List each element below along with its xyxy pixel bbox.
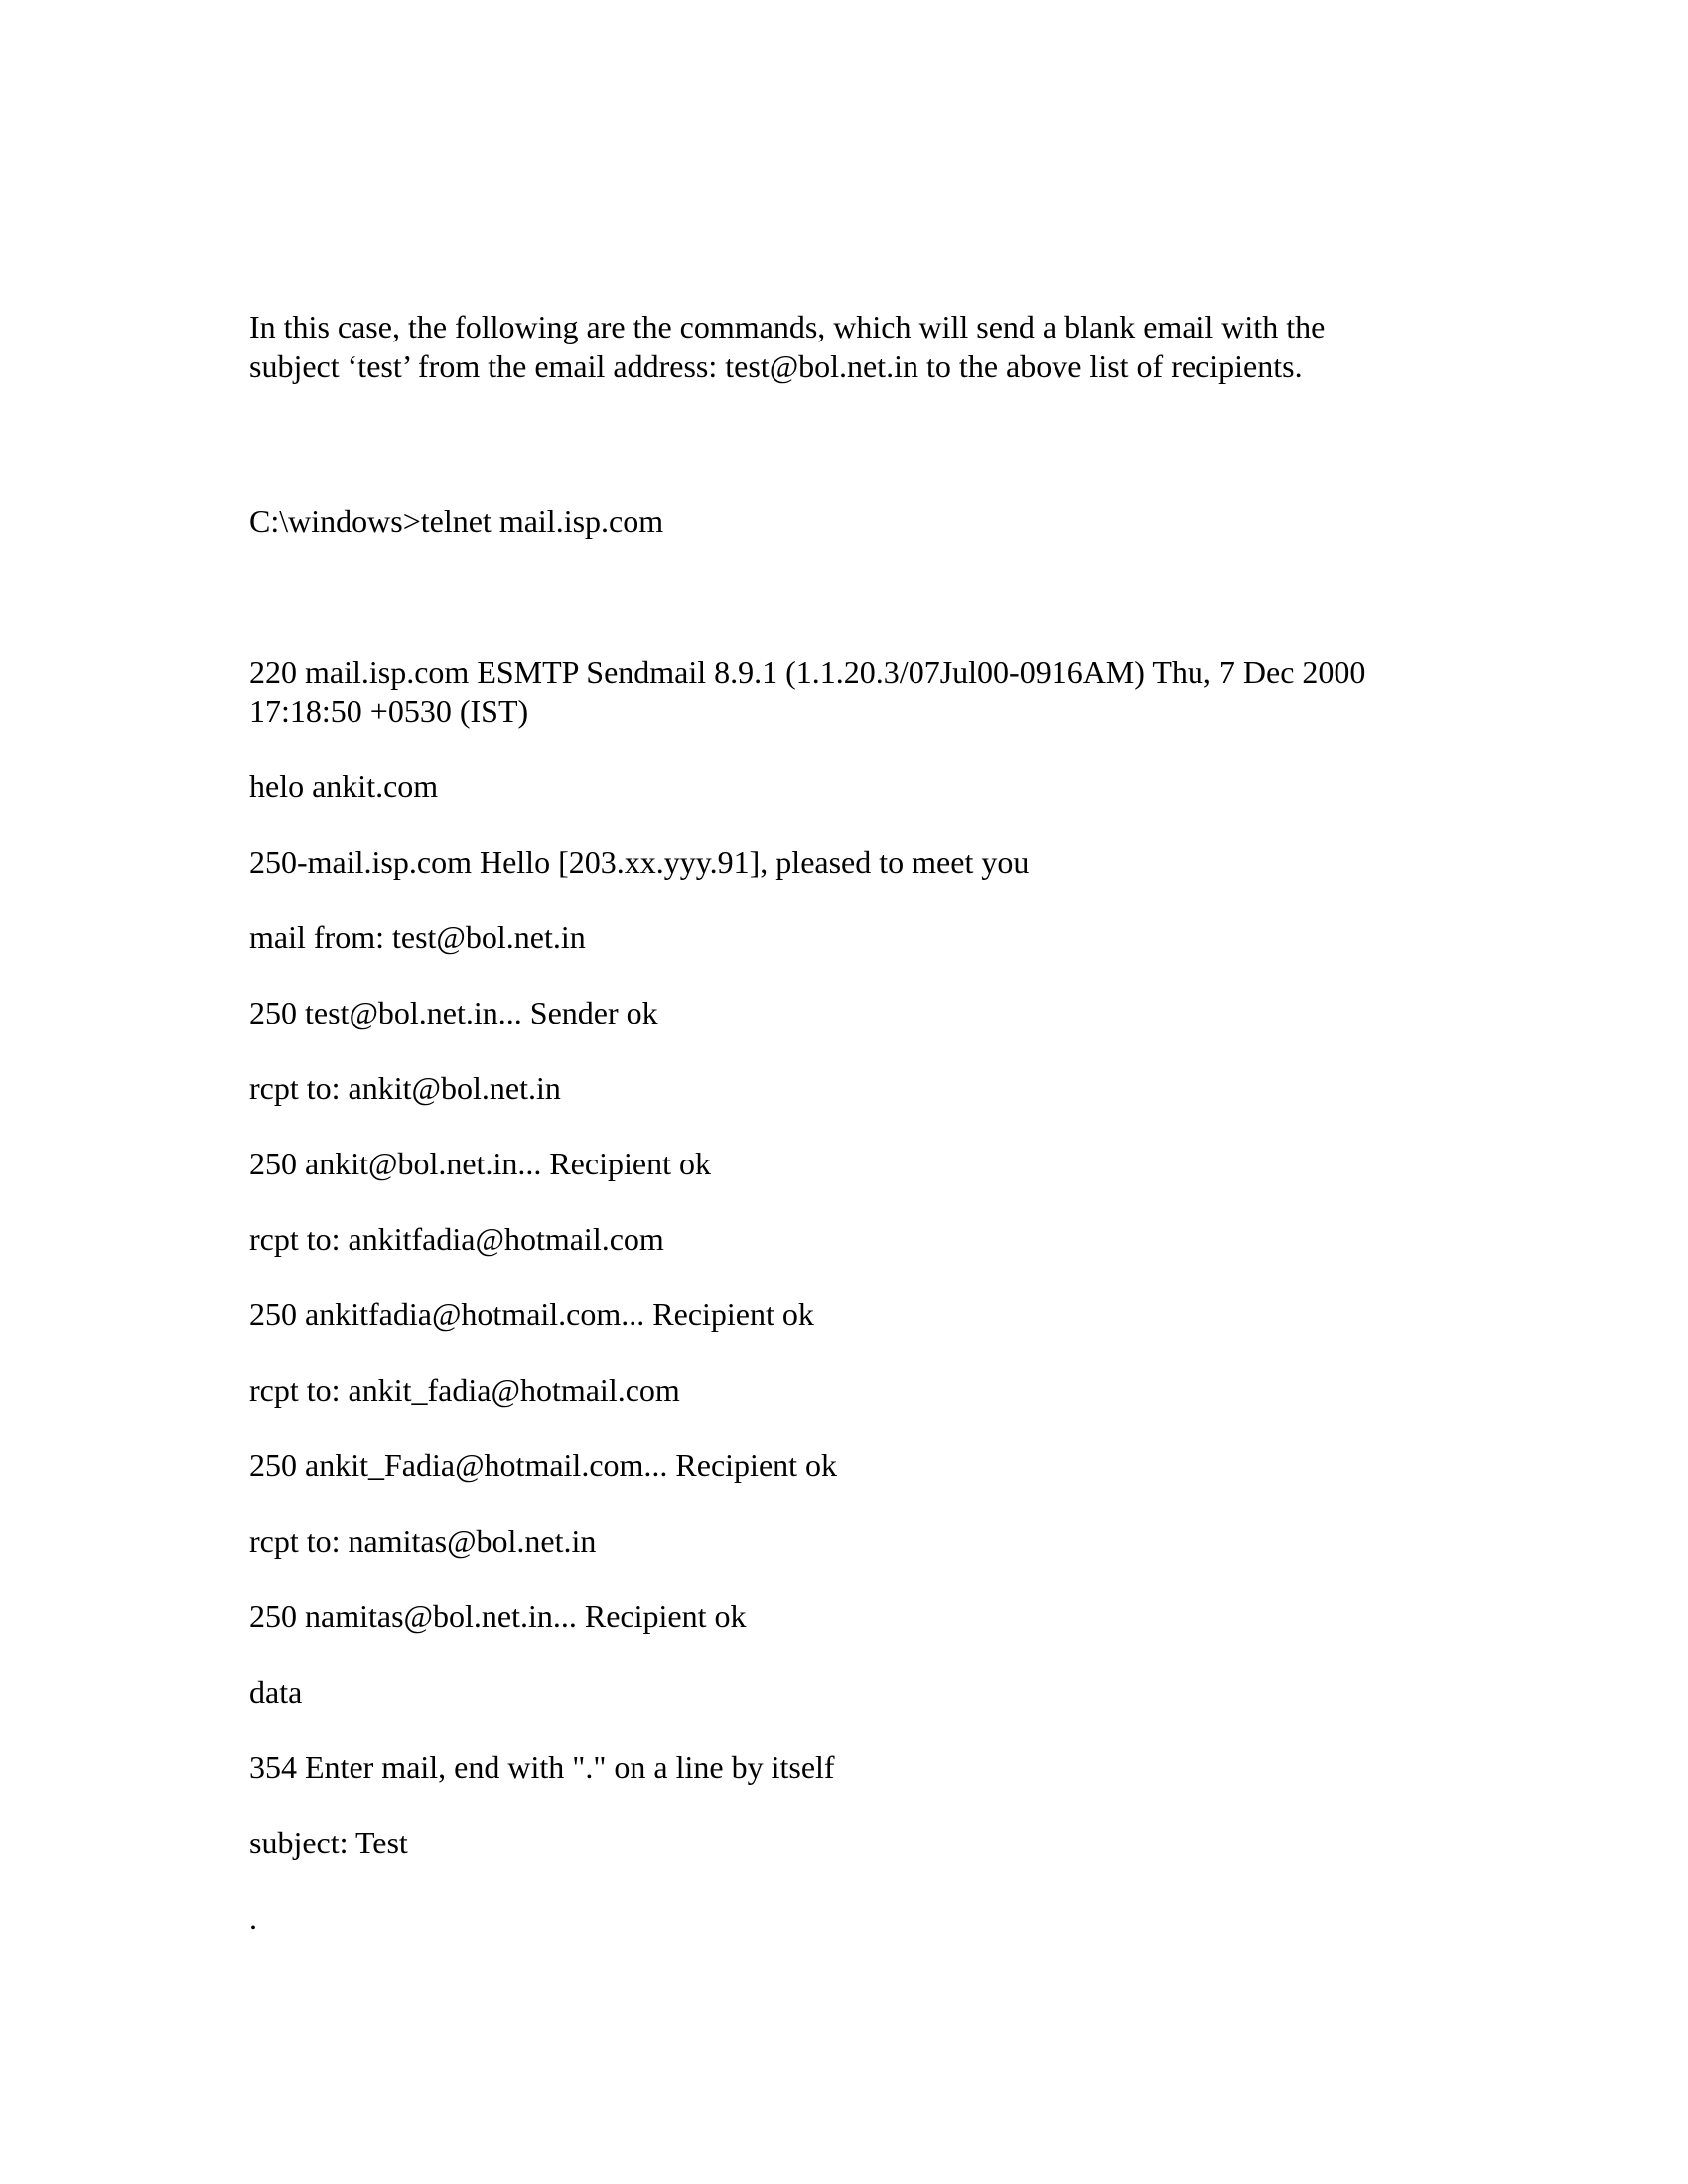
session-line: rcpt to: ankit@bol.net.in — [249, 1070, 561, 1106]
intro-paragraph-line-1: In this case, the following are the commands, which will send a blank email with the — [249, 309, 1326, 344]
session-line: 250 ankit_Fadia@hotmail.com... Recipient ok — [249, 1447, 838, 1483]
session-line: . — [249, 1900, 257, 1936]
session-line: rcpt to: ankitfadia@hotmail.com — [249, 1221, 664, 1257]
telnet-command: C:\windows>telnet mail.isp.com — [249, 503, 664, 539]
intro-paragraph-line-2: subject ‘test’ from the email address: test@bol.net.in to the above list of recipients. — [249, 348, 1303, 384]
session-line: 250 ankit@bol.net.in... Recipient ok — [249, 1146, 711, 1181]
session-line: 250 ankitfadia@hotmail.com... Recipient ok — [249, 1297, 814, 1332]
server-banner-line-2: 17:18:50 +0530 (IST) — [249, 693, 529, 729]
session-line: helo ankit.com — [249, 768, 439, 804]
session-line: 250-mail.isp.com Hello [203.xx.yyy.91], pleased to meet you — [249, 844, 1030, 880]
session-line: mail from: test@bol.net.in — [249, 919, 586, 955]
session-line: 354 Enter mail, end with "." on a line by itself — [249, 1749, 835, 1785]
session-line: subject: Test — [249, 1825, 408, 1860]
server-banner-line-1: 220 mail.isp.com ESMTP Sendmail 8.9.1 (1.1.20.3/07Jul00-0916AM) Thu, 7 Dec 2000 — [249, 654, 1366, 690]
session-line: rcpt to: namitas@bol.net.in — [249, 1523, 597, 1559]
session-line: rcpt to: ankit_fadia@hotmail.com — [249, 1372, 680, 1408]
session-line: 250 test@bol.net.in... Sender ok — [249, 995, 658, 1030]
session-line: data — [249, 1674, 303, 1709]
session-line: 250 namitas@bol.net.in... Recipient ok — [249, 1598, 747, 1634]
